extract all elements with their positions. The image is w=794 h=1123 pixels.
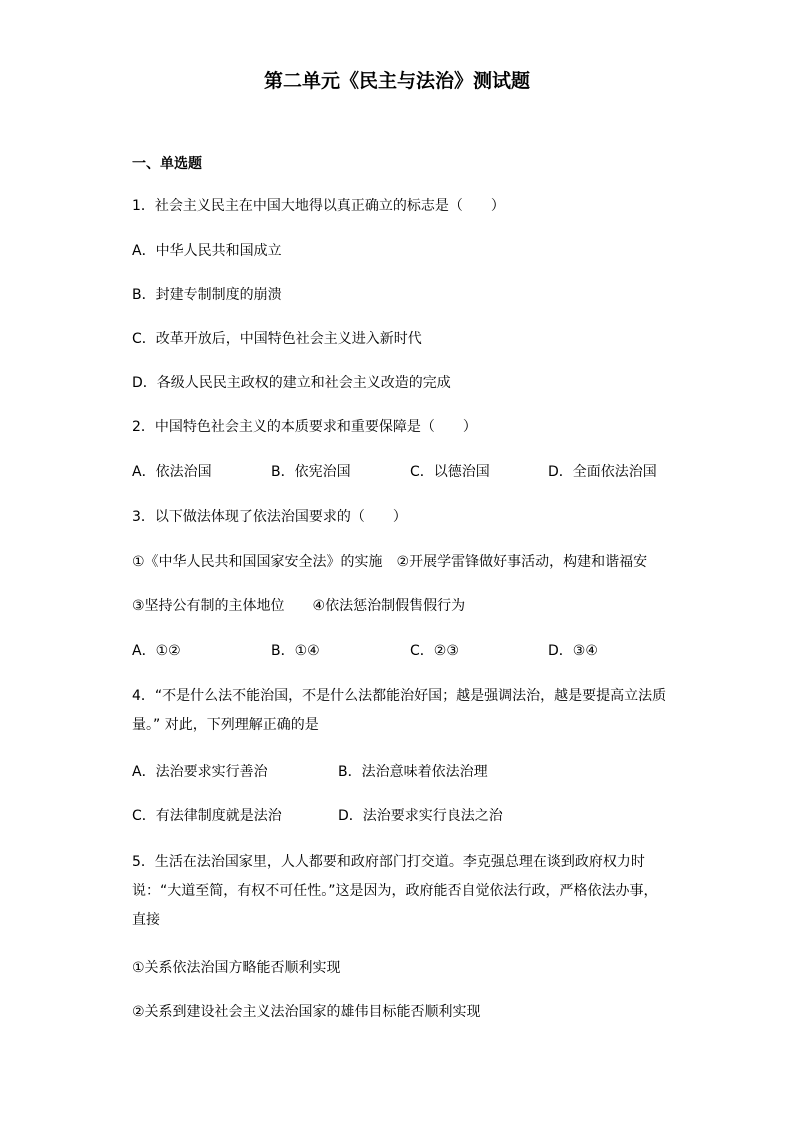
question-2-stem: 2．中国特色社会主义的本质要求和重要保障是（ ） — [132, 419, 477, 435]
question-4-option-c: C．有法律制度就是法治 — [132, 808, 282, 824]
question-2-option-d: D．全面依法治国 — [548, 464, 657, 480]
question-3-option-a: A．①② — [132, 643, 181, 659]
question-2-option-c: C．以德治国 — [410, 464, 490, 480]
question-3-items-line-2: ③坚持公有制的主体地位 ④依法惩治制假售假行为 — [132, 598, 466, 614]
question-1-option-d: D．各级人民民主政权的建立和社会主义改造的完成 — [132, 375, 451, 391]
question-1-stem: 1．社会主义民主在中国大地得以真正确立的标志是（ ） — [132, 198, 505, 214]
question-4-stem: 4．“不是什么法不能治国，不是什么法都能治好国；越是强调法治，越是要提高立法质量。” 对此，下列理解正确的是 — [132, 688, 667, 733]
question-2-option-b: B．依宪治国 — [271, 464, 351, 480]
question-3-option-b: B．①④ — [271, 643, 320, 659]
question-5-stem: 5．生活在法治国家里，人人都要和政府部门打交道。李克强总理在谈到政府权力时说：“大道至简，有权不可任性。”这是因为，政府能否自觉依法行政，严格依法办事，直接 — [132, 854, 658, 928]
question-1-option-c: C．改革开放后，中国特色社会主义进入新时代 — [132, 331, 422, 347]
section-heading: 一、单选题 — [132, 156, 202, 172]
question-5-item-2: ②关系到建设社会主义法治国家的雄伟目标能否顺利实现 — [132, 1004, 481, 1020]
question-2-option-a: A．依法治国 — [132, 464, 212, 480]
question-3-option-c: C．②③ — [410, 643, 459, 659]
question-4-option-a: A．法治要求实行善治 — [132, 764, 268, 780]
page-title: 第二单元《民主与法治》测试题 — [263, 70, 530, 92]
question-3-option-d: D．③④ — [548, 643, 598, 659]
question-3-stem: 3．以下做法体现了依法治国要求的（ ） — [132, 509, 407, 525]
question-5-item-1: ①关系依法治国方略能否顺利实现 — [132, 960, 341, 976]
question-1-option-b: B．封建专制制度的崩溃 — [132, 287, 282, 303]
question-3-items-line-1: ①《中华人民共和国国家安全法》的实施 ②开展学雷锋做好事活动，构建和谐福安 — [132, 554, 648, 570]
question-4-option-d: D．法治要求实行良法之治 — [338, 808, 503, 824]
question-4-option-b: B．法治意味着依法治理 — [338, 764, 488, 780]
question-1-option-a: A．中华人民共和国成立 — [132, 243, 282, 259]
